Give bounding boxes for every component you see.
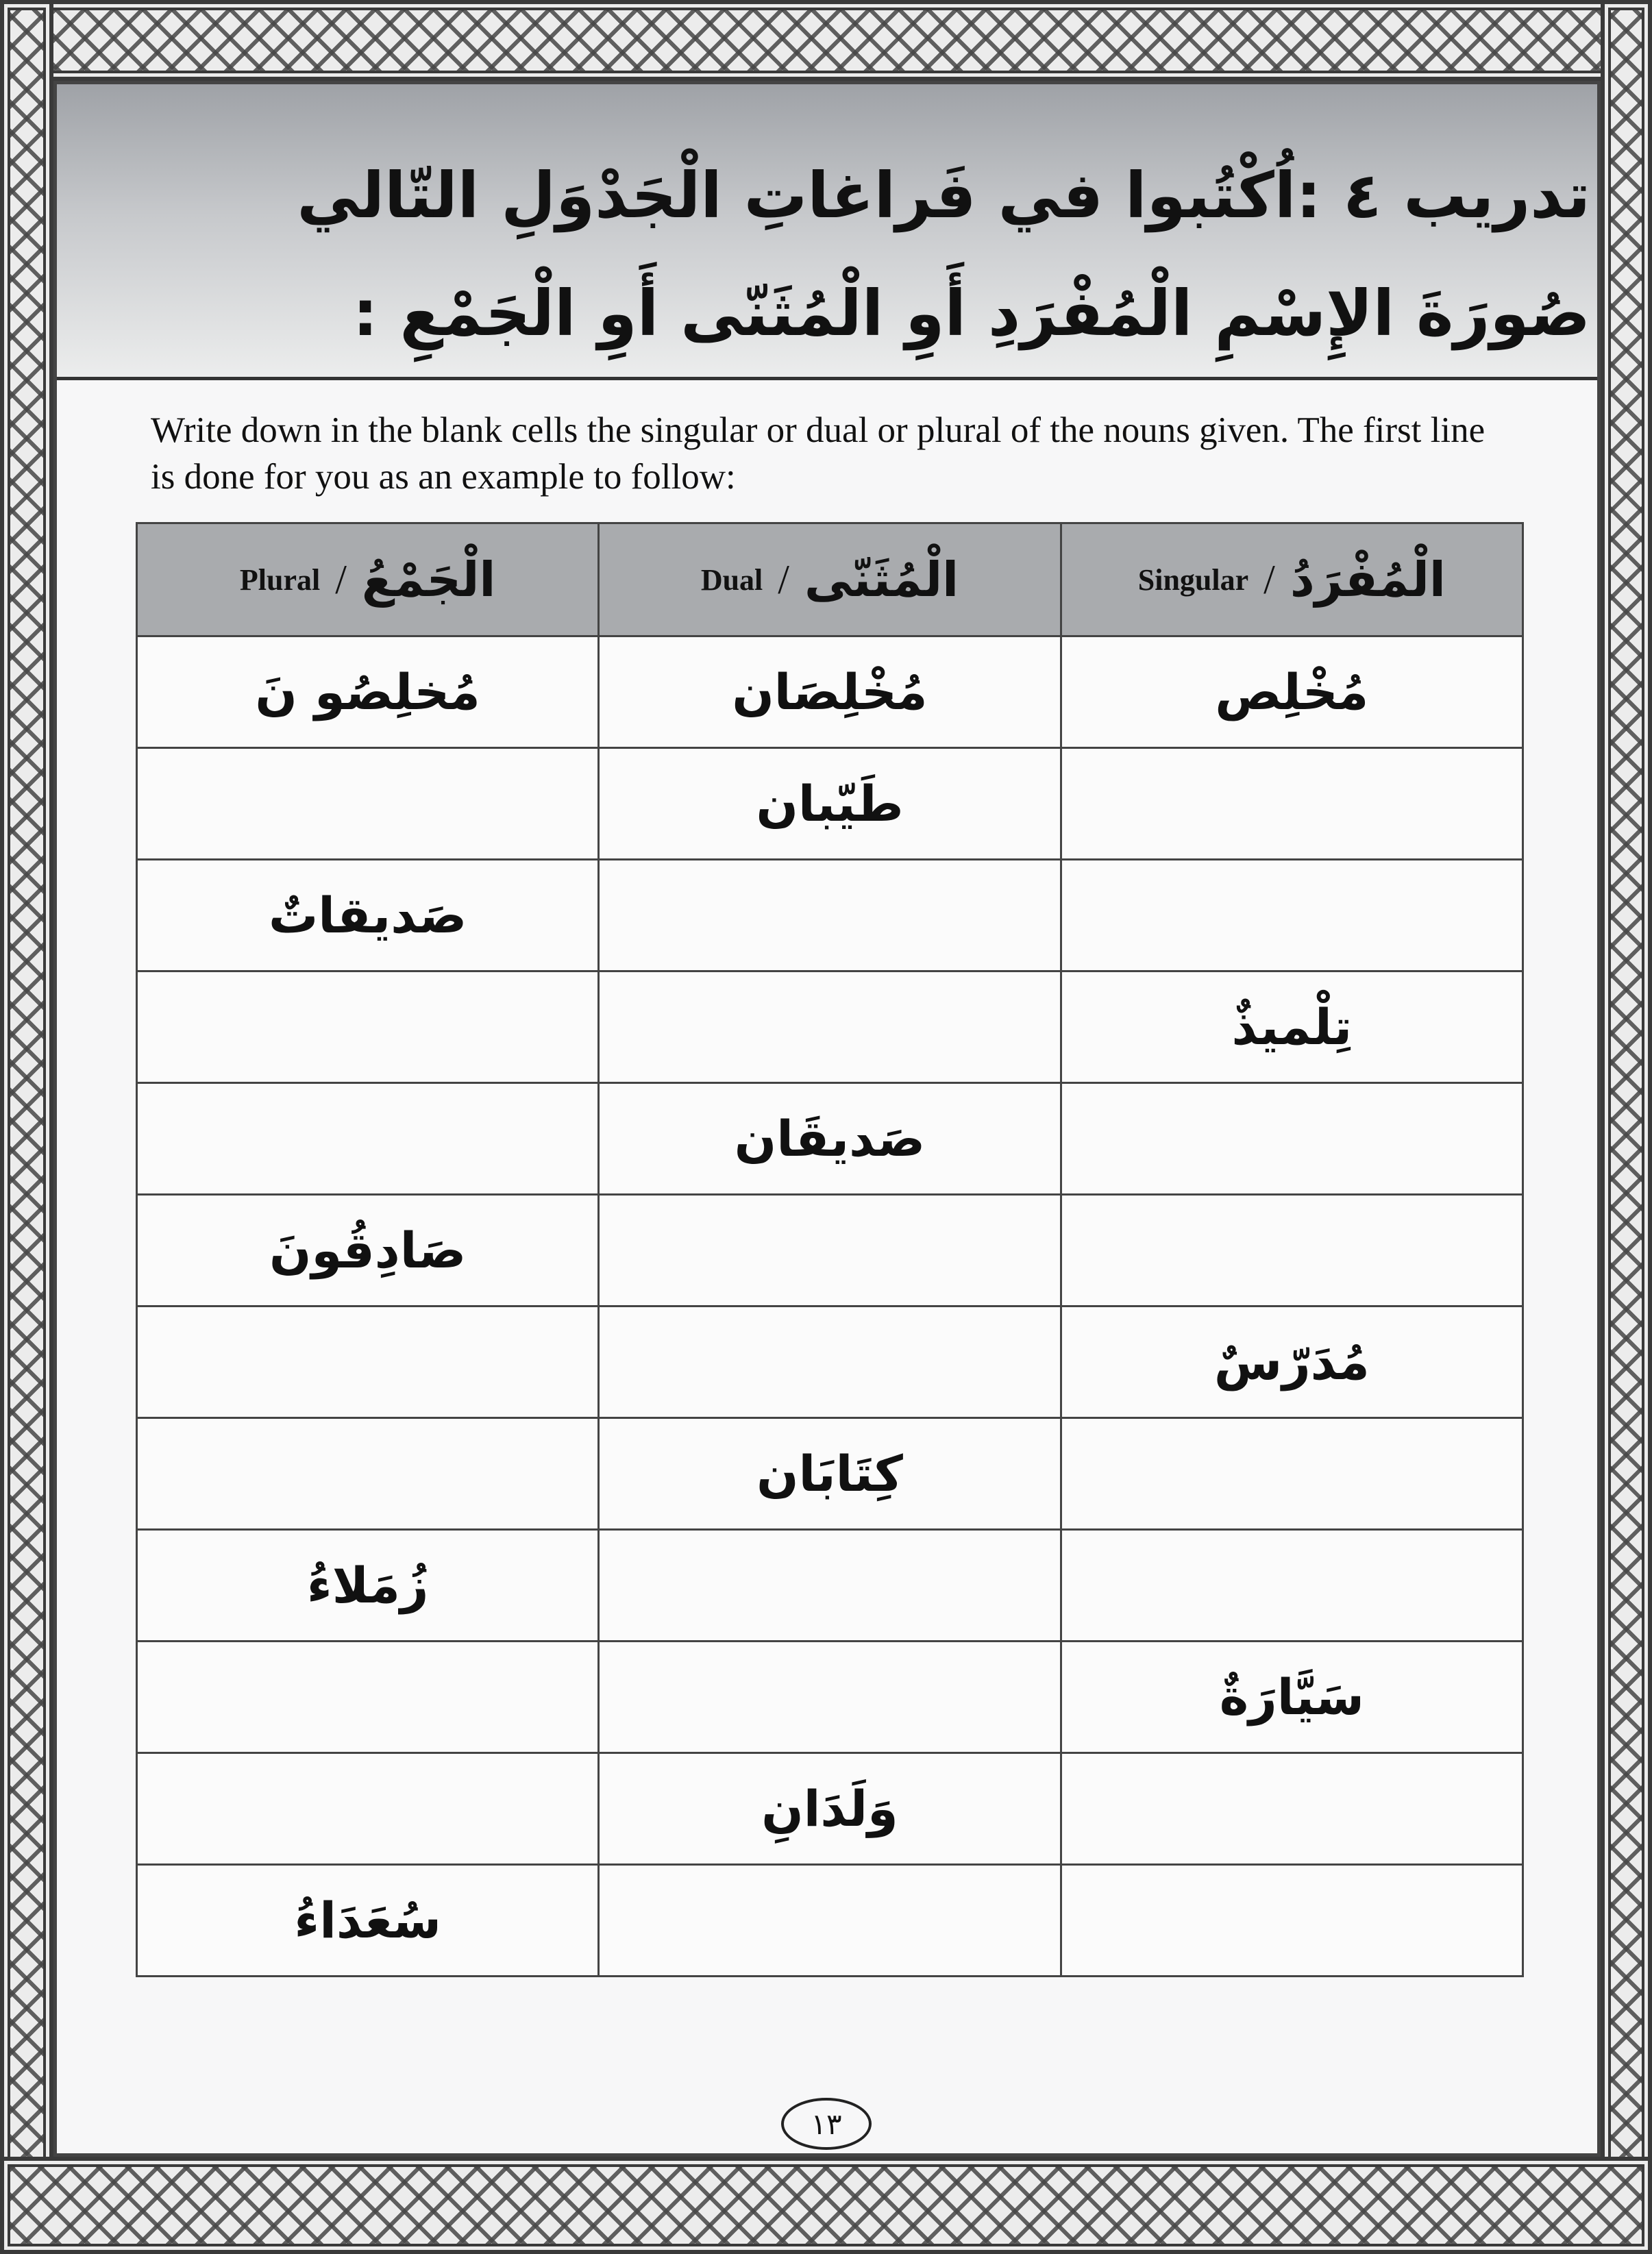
english-instruction: Write down in the blank cells the singular or dual or plural of the nouns given. The first line is done for you as an example to follow: bbox=[151, 410, 1485, 497]
plural-cell: صَديقاتٌ bbox=[137, 860, 599, 971]
plural-cell[interactable] bbox=[137, 971, 599, 1083]
plural-cell: مُخلِصُو نَ bbox=[137, 636, 599, 748]
dual-cell[interactable] bbox=[599, 860, 1061, 971]
plural-cell: صَادِقُونَ bbox=[137, 1195, 599, 1306]
table-row bbox=[137, 1642, 1523, 1753]
header-dual-english: Dual bbox=[700, 562, 763, 597]
singular-cell: تِلْميذٌ bbox=[1061, 971, 1522, 1083]
dual-cell: مُخْلِصَان bbox=[599, 636, 1061, 748]
header-separator: / bbox=[778, 556, 789, 602]
page-number: ١٣ bbox=[781, 2098, 872, 2150]
table-row bbox=[137, 1083, 1523, 1195]
header-dual bbox=[599, 523, 1061, 636]
singular-cell: مُدَرّسٌ bbox=[1061, 1306, 1522, 1418]
singular-cell: سَيَّارَةٌ bbox=[1061, 1642, 1522, 1753]
table-header-row bbox=[137, 523, 1523, 636]
plural-cell[interactable] bbox=[137, 1753, 599, 1865]
table-row bbox=[137, 1865, 1523, 1977]
plural-cell: سُعَدَاءُ bbox=[137, 1865, 599, 1977]
header-separator: / bbox=[1263, 556, 1275, 602]
singular-cell[interactable] bbox=[1061, 1083, 1522, 1195]
header-plural-english: Plural bbox=[239, 562, 321, 597]
header-singular-arabic: الْمُفْرَدُ bbox=[1290, 552, 1446, 608]
dual-cell[interactable] bbox=[599, 1530, 1061, 1642]
singular-cell[interactable] bbox=[1061, 1418, 1522, 1530]
decorative-border-right bbox=[1601, 0, 1652, 2254]
table-row bbox=[137, 636, 1523, 748]
table-row bbox=[137, 971, 1523, 1083]
dual-cell[interactable] bbox=[599, 1642, 1061, 1753]
dual-cell: كِتَابَان bbox=[599, 1418, 1061, 1530]
header-singular bbox=[1061, 523, 1522, 636]
plural-cell[interactable] bbox=[137, 1306, 599, 1418]
table-row bbox=[137, 1418, 1523, 1530]
table-row bbox=[137, 1753, 1523, 1865]
plural-cell[interactable] bbox=[137, 748, 599, 860]
table-row bbox=[137, 748, 1523, 860]
dual-cell[interactable] bbox=[599, 1306, 1061, 1418]
decorative-border-bottom bbox=[0, 2157, 1652, 2254]
plural-cell: زُمَلاءُ bbox=[137, 1530, 599, 1642]
singular-cell: مُخْلِص bbox=[1061, 636, 1522, 748]
table-row bbox=[137, 1530, 1523, 1642]
dual-cell[interactable] bbox=[599, 1195, 1061, 1306]
decorative-border-left bbox=[0, 0, 53, 2254]
dual-cell[interactable] bbox=[599, 971, 1061, 1083]
exercise-title: تدريب ٤ :اُكْتُبوا في فَراغاتِ الْجَدْوَلِ التّالي صُورَةَ الإِسْمِ الْمُفْرَدِ أَوِ الْمُثَنّى أَوِ الْجَمْعِ : bbox=[297, 159, 1590, 350]
table-row bbox=[137, 1306, 1523, 1418]
header-singular-english: Singular bbox=[1137, 562, 1249, 597]
header-separator: / bbox=[335, 556, 347, 602]
header-dual-arabic: الْمُثَنّى bbox=[804, 552, 959, 608]
singular-cell[interactable] bbox=[1061, 1865, 1522, 1977]
plural-cell[interactable] bbox=[137, 1642, 599, 1753]
dual-cell[interactable] bbox=[599, 1865, 1061, 1977]
plural-cell[interactable] bbox=[137, 1418, 599, 1530]
singular-cell[interactable] bbox=[1061, 1530, 1522, 1642]
dual-cell: وَلَدَانِ bbox=[599, 1753, 1061, 1865]
header-plural-arabic: الْجَمْعُ bbox=[361, 552, 496, 608]
singular-cell[interactable] bbox=[1061, 1195, 1522, 1306]
table-row bbox=[137, 860, 1523, 971]
noun-forms-table bbox=[136, 522, 1524, 1977]
table-row bbox=[137, 1195, 1523, 1306]
plural-cell[interactable] bbox=[137, 1083, 599, 1195]
dual-cell: صَديقَان bbox=[599, 1083, 1061, 1195]
singular-cell[interactable] bbox=[1061, 748, 1522, 860]
singular-cell[interactable] bbox=[1061, 860, 1522, 971]
singular-cell[interactable] bbox=[1061, 1753, 1522, 1865]
dual-cell: طَيّبان bbox=[599, 748, 1061, 860]
header-plural bbox=[137, 523, 599, 636]
decorative-border-top bbox=[0, 0, 1652, 81]
